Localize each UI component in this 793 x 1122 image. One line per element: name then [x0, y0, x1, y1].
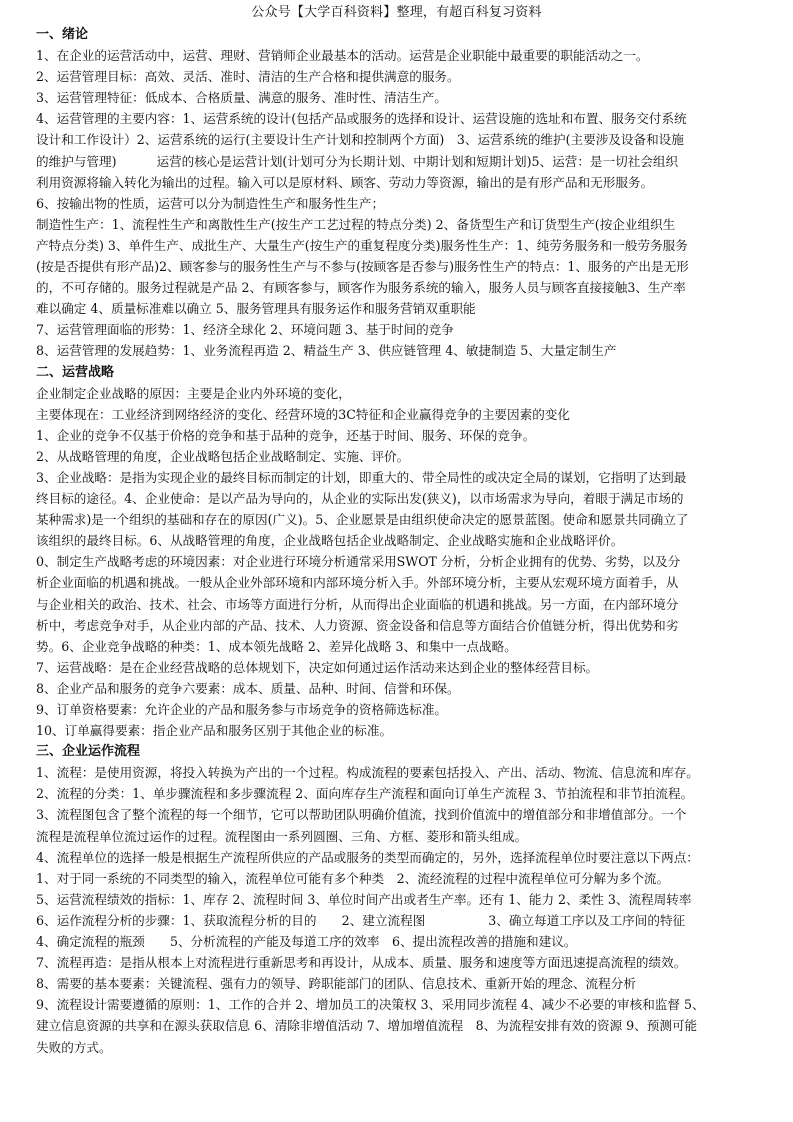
- text-line: 主要体现在：工业经济到网络经济的变化、经营环境的3C特征和企业赢得竞争的主要因素的变化: [36, 406, 570, 422]
- text-line: 1、企业的竞争不仅基于价格的竞争和基于品种的竞争，还基于时间、服务、环保的竞争。: [36, 427, 536, 443]
- text-line: 设计和工作设计）2、运营系统的运行(主要设计生产计划和控制两个方面) 3、运营系统的维护(主要涉及设备和设施: [36, 132, 684, 148]
- text-line: 运营的核心是运营计划(计划可分为长期计划、中期计划和短期计划)5、运营：是一切社会组织: [156, 153, 679, 169]
- text-line: 7、流程再造：是指从根本上对流程进行重新思考和再设计，从成本、质量、服务和速度等方面迅速提高流程的绩效。: [36, 955, 687, 971]
- text-line: 利用资源将输入转化为输出的过程。输入可以是原材料、顾客、劳动力等资源，输出的是有形产品和无形服务。: [36, 174, 654, 190]
- text-line: 8、企业产品和服务的竞争六要素：成本、质量、品种、时间、信誉和环保。: [36, 680, 460, 696]
- section-heading: 二、运营战略: [36, 364, 115, 380]
- text-line: 1、对于同一系统的不同类型的输入，流程单位可能有多个种类 2、流经流程的过程中流程单位可分解为多个流。: [36, 870, 670, 886]
- text-line: 7、运营管理面临的形势：1、经济全球化 2、环境问题 3、基于时间的竞争: [36, 322, 454, 338]
- text-line: 势。6、企业竞争战略的种类：1、成本领先战略 2、差异化战略 3、和集中一点战略。: [36, 638, 517, 654]
- text-line: 流程是流程单位流过运作的过程。流程图由一系列圆圈、三角、方框、菱形和箭头组成。: [36, 828, 528, 844]
- text-line: 4、运营管理的主要内容：1、运营系统的设计(包括产品或服务的选择和设计、运营设施的选址和布置、服务交付系统: [36, 111, 687, 127]
- text-line: 9、流程设计需要遵循的原则：1、工作的合并 2、增加员工的决策权 3、采用同步流程 4、减少不必要的审核和监督 5、: [36, 997, 705, 1013]
- text-line: 3、流程图包含了整个流程的每一个细节，它可以帮助团队明确价值流，找到价值流中的增值部分和非增值部分。一个: [36, 807, 687, 823]
- text-line: 产特点分类) 3、单件生产、成批生产、大量生产(按生产的重复程度分类)服务性生产：1、纯劳务服务和一般劳务服务: [36, 237, 688, 253]
- text-line: 9、订单资格要素：允许企业的产品和服务参与市场竞争的资格筛选标准。: [36, 702, 448, 717]
- text-line: 失败的方式。: [36, 1039, 112, 1055]
- text-line: 4、流程单位的选择一般是根据生产流程所供应的产品或服务的类型而确定的，另外，选择流程单位时要注意以下两点：: [36, 849, 699, 865]
- text-line: 的维护与管理): [36, 153, 117, 169]
- text-line: 4、确定流程的瓶颈 5、分析流程的产能及每道工序的效率 6、提出流程改善的措施和建议。: [36, 934, 577, 950]
- text-line: (按是否提供有形产品)2、顾客参与的服务性生产与不参与(按顾客是否参与)服务性生产的特点：1、服务的产出是无形: [36, 259, 689, 275]
- text-line: 终目标的途径。4、企业使命：是以产品为导向的，从企业的实际出发(狭义)，以市场需求为导向，着眼于满足市场的: [36, 491, 684, 507]
- text-line: 6、按输出物的性质，运营可以分为制造性生产和服务性生产；: [36, 195, 385, 211]
- text-line: 某种需求)是一个组织的基础和存在的原因(广义)。5、企业愿景是由组织使命决定的愿景蓝图。使命和愿景共同确立了: [36, 512, 689, 528]
- text-line: 2、从战略管理的角度，企业战略包括企业战略制定、实施、评价。: [36, 448, 410, 464]
- text-line: 6、运作流程分析的步骤：1、获取流程分析的目的 2、建立流程图 3、确立每道工序以及工序间的特征: [36, 912, 686, 928]
- text-line: 8、运营管理的发展趋势：1、业务流程再造 2、精益生产 3、供应链管理 4、敏捷制造 5、大量定制生产: [36, 343, 617, 359]
- text-line: 1、流程：是使用资源，将投入转换为产出的一个过程。构成流程的要素包括投入、产出、活动、物流、信息流和库存。: [36, 765, 699, 781]
- text-line: 8、需要的基本要素：关键流程、强有力的领导、跨职能部门的团队、信息技术、重新开始的理念、流程分析: [36, 976, 636, 992]
- section-heading: 三、企业运作流程: [36, 744, 141, 760]
- text-line: 7、运营战略：是在企业经营战略的总体规划下，决定如何通过运作活动来达到企业的整体经营目标。: [36, 659, 599, 675]
- text-line: 析中，考虑竞争对手，从企业内部的产品、技术、人力资源、资金设备和信息等方面结合价值链分析，得出优势和劣: [36, 617, 679, 633]
- text-line: 难以确定 4、质量标准难以确立 5、服务管理具有服务运作和服务营销双重职能: [36, 301, 476, 317]
- text-line: 5、运营流程绩效的指标：1、库存 2、流程时间 3、单位时间产出或者生产率。还有 1、能力 2、柔性 3、流程周转率: [36, 891, 692, 907]
- document-body: [36, 24, 776, 1058]
- text-line: 企业制定企业战略的原因：主要是企业内外环境的变化，: [36, 385, 351, 401]
- text-line: 3、运营管理特征：低成本、合格质量、满意的服务、准时性、清洁生产。: [36, 90, 448, 106]
- text-line-group: [36, 151, 776, 172]
- text-line: 10、订单赢得要素：指企业产品和服务区别于其他企业的标准。: [36, 723, 393, 739]
- text-line: 的，不可存储的。服务过程就是产品 2、有顾客参与，顾客作为服务系统的输入，服务人员与顾客直接接触3、生产率: [36, 280, 686, 296]
- text-line: 制造性生产：1、流程性生产和离散性生产(按生产工艺过程的特点分类) 2、备货型生产和订货型生产(按企业组织生: [36, 216, 676, 232]
- text-line: 2、运营管理目标：高效、灵活、准时、清洁的生产合格和提供满意的服务。: [36, 69, 460, 85]
- text-line: 建立信息资源的共享和在源头获取信息 6、清除非增值活动 7、增加增值流程 8、为流程安排有效的资源 9、预测可能: [36, 1018, 698, 1034]
- text-line: 该组织的最终目标。6、从战略管理的角度，企业战略包括企业战略制定、企业战略实施和企业战略评价。: [36, 533, 624, 549]
- page-header: 公众号【大学百科资料】整理，有超百科复习资料: [251, 5, 542, 20]
- text-line: 1、在企业的运营活动中，运营、理财、营销师企业最基本的活动。运营是企业职能中最重要的职能活动之一。: [36, 48, 649, 64]
- text-line: 2、流程的分类：1、单步骤流程和多步骤流程 2、面向库存生产流程和面向订单生产流程 3、节拍流程和非节拍流程。: [36, 786, 694, 802]
- text-line: 3、企业战略：是指为实现企业的最终目标而制定的计划，即重大的、带全局性的或决定全局的谋划，它指明了达到最: [36, 469, 687, 485]
- text-line: 析企业面临的机遇和挑战。一般从企业外部环境和内部环境分析入手。外部环境分析，主要从宏观环境方面着手，从: [36, 575, 679, 591]
- section-heading: 一、绪论: [36, 27, 89, 42]
- text-line: 0、制定生产战略考虑的环境因素：对企业进行环境分析通常采用SWOT 分析，分析企业拥有的优势、劣势，以及分: [36, 554, 681, 570]
- text-line: 与企业相关的政治、技术、社会、市场等方面进行分析，从而得出企业面临的机遇和挑战。另一方面，在内部环境分: [36, 596, 679, 612]
